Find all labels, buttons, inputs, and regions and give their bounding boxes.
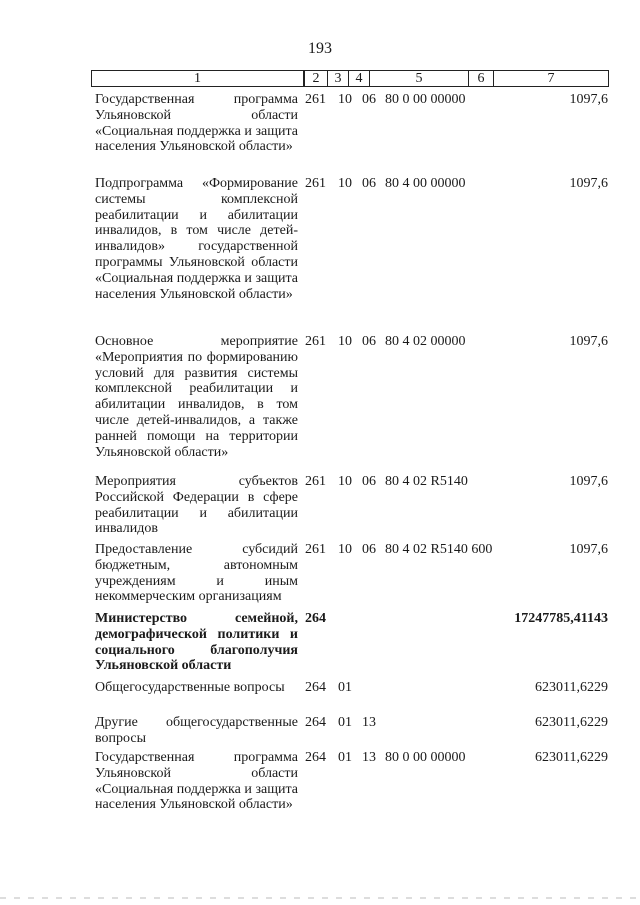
- header-col-4: 4: [348, 70, 370, 87]
- row-value: 623011,6229: [535, 750, 608, 765]
- table-row: [0, 715, 640, 750]
- row-value: 1097,6: [569, 542, 608, 557]
- row-value: 1097,6: [569, 176, 608, 191]
- table-header: [91, 70, 609, 87]
- table-row: [0, 334, 640, 474]
- row-col-3: 10: [338, 176, 352, 191]
- row-col-2: 261: [305, 474, 326, 489]
- row-col-2: 264: [305, 680, 326, 695]
- row-col-4: 06: [362, 92, 376, 107]
- row-name: Государственная программа Ульяновской области «Социальная поддержка и защита населения Ульяновской области»: [95, 92, 298, 155]
- row-col-3: 01: [338, 750, 352, 765]
- row-col-3: 10: [338, 542, 352, 557]
- table-body: [0, 92, 640, 834]
- page-number: 193: [308, 40, 332, 57]
- row-col-5: 80 4 02 R5140 600: [385, 542, 493, 557]
- row-value: 623011,6229: [535, 680, 608, 695]
- row-value: 1097,6: [569, 334, 608, 349]
- row-value: 17247785,41143: [514, 611, 608, 626]
- row-col-3: 01: [338, 680, 352, 695]
- row-col-3: 10: [338, 474, 352, 489]
- table-row: [0, 542, 640, 611]
- row-col-2: 261: [305, 176, 326, 191]
- table-row: [0, 92, 640, 176]
- row-name: Мероприятия субъектов Российской Федерации в сфере реабилитации и абилитации инвалидов: [95, 474, 298, 537]
- table-row: [0, 750, 640, 834]
- row-value: 1097,6: [569, 92, 608, 107]
- row-name: Министерство семейной, демографической политики и социального благополучия Ульяновской области: [95, 611, 298, 674]
- scan-noise: [0, 897, 640, 899]
- row-name: Другие общегосударственные вопросы: [95, 715, 298, 746]
- row-col-2: 264: [305, 715, 326, 730]
- header-col-2: 2: [304, 70, 328, 87]
- row-col-3: 10: [338, 334, 352, 349]
- row-col-4: 06: [362, 176, 376, 191]
- row-col-2: 264: [305, 750, 326, 765]
- row-col-4: 06: [362, 542, 376, 557]
- row-col-5: 80 4 00 00000: [385, 176, 466, 191]
- row-name: Общегосударственные вопросы: [95, 680, 285, 695]
- row-col-4: 06: [362, 334, 376, 349]
- row-value: 1097,6: [569, 474, 608, 489]
- header-col-5: 5: [369, 70, 469, 87]
- row-col-5: 80 4 02 R5140: [385, 474, 468, 489]
- row-name: Государственная программа Ульяновской области «Социальная поддержка и защита населения Ульяновской области»: [95, 750, 298, 813]
- row-name: Основное мероприятие «Мероприятия по формированию условий для развития системы комплексной реабилитации и абилитации инвалидов, в том числе детей-инвалидов, а также ранней помощи на территории Ульяновской области»: [95, 334, 298, 460]
- row-col-5: 80 4 02 00000: [385, 334, 466, 349]
- row-col-4: 06: [362, 474, 376, 489]
- row-col-5: 80 0 00 00000: [385, 750, 466, 765]
- table-row: [0, 611, 640, 680]
- row-col-4: 13: [362, 715, 376, 730]
- row-col-3: 10: [338, 92, 352, 107]
- row-col-2: 261: [305, 542, 326, 557]
- row-col-2: 264: [305, 611, 326, 626]
- row-name: Подпрограмма «Формирование системы комплексной реабилитации и абилитации инвалидов, в том числе детей-инвалидов» государственной программы Ульяновской области «Социальная поддержка и защита населения Ульяновской области»: [95, 176, 298, 302]
- header-col-7: 7: [493, 70, 609, 87]
- row-col-2: 261: [305, 334, 326, 349]
- row-col-2: 261: [305, 92, 326, 107]
- row-col-3: 01: [338, 715, 352, 730]
- header-col-3: 3: [327, 70, 349, 87]
- row-col-4: 13: [362, 750, 376, 765]
- row-name: Предоставление субсидий бюджетным, автономным учреждениям и иным некоммерческим организациям: [95, 542, 298, 605]
- table-row: [0, 474, 640, 542]
- table-row: [0, 176, 640, 334]
- header-col-6: 6: [468, 70, 494, 87]
- row-col-5: 80 0 00 00000: [385, 92, 466, 107]
- table-row: [0, 680, 640, 715]
- header-col-1: 1: [91, 70, 304, 87]
- row-value: 623011,6229: [535, 715, 608, 730]
